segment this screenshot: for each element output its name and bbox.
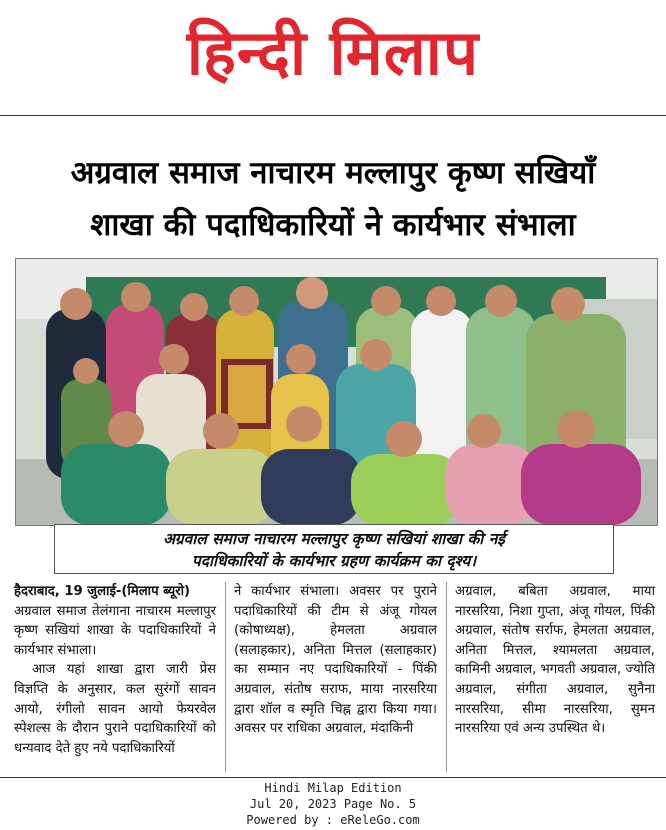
footer-powered-by: Powered by : eReleGo.com [246,813,420,827]
caption-line-2: पदाधिकारियों के कार्यभार ग्रहण कार्यक्रम का दृश्य। [191,552,477,570]
column-divider-2 [446,582,447,772]
article-column-3 [455,582,655,739]
caption-line-1: अग्रवाल समाज नाचारम मल्लापुर कृष्ण सखियां शाखा की नई [163,530,505,548]
headline-line-2: शाखा की पदाधिकारियों ने कार्यभार संभाला [90,207,576,243]
article-paragraph-2: आज यहां शाखा द्वारा जारी प्रेस विज्ञप्ति के अनुसार, कल सुरंगों सावन आयो, रंगीलो सावन आयो फेयरवेल स्पेशल्स के दौरान पुराने पदाधिकारियों को धन्यवाद देते हुए नये पदाधिकारियों [14,662,216,756]
group-photo-illustration [16,259,657,525]
masthead [0,0,666,112]
column-divider-1 [225,582,226,772]
article-paragraph-3: ने कार्यभार संभाला। अवसर पर पुराने पदाधिकारियों की टीम से अंजू गोयल (कोषाध्यक्ष), हेमलता अग्रवाल (सलाहकार), अनिता मित्तल (सलाहकार) का सम्मान नए पदाधिकारियों - पिंकी अग्रवाल, संतोष सराफ, माया नारसरिया द्वारा शॉल व स्मृति चिह्न द्वारा किया गया। अवसर पर राधिका अग्रवाल, मंदाकिनी [234,584,437,737]
masthead-title: हिन्दी मिलाप [186,16,480,89]
article-paragraph-1: अग्रवाल समाज तेलंगाना नाचारम मल्लापुर कृष्ण सखियां शाखा के पदाधिकारियों ने कार्यभार संभाला। [14,603,216,658]
article-column-2 [234,582,437,739]
top-divider [0,115,666,116]
article-paragraph-4: अग्रवाल, बबिता अग्रवाल, माया नारसरिया, निशा गुप्ता, अंजू गोयल, पिंकी अग्रवाल, संतोष सर्राफ, हेमलता अग्रवाल, अनिता मित्तल, श्यामलता अग्रवाल, कामिनी अग्रवाल, भगवती अग्रवाल, ज्योति अग्रवाल, संगीता अग्रवाल, सुनैना नारसरिया, सीमा नारसरिया, सुमन नारसरिया एवं अन्य उपस्थित थे। [455,584,655,737]
headline-line-1: अग्रवाल समाज नाचारम मल्लापुर कृष्ण सखियाँ [70,155,596,191]
bottom-divider [0,777,666,778]
footer-edition: Hindi Milap Edition [264,781,402,795]
photo-caption [54,524,614,574]
dateline: हैदराबाद, 19 जुलाई-(मिलाप ब्यूरो) [14,584,191,599]
group-photo [15,258,658,526]
article-column-1 [14,582,216,758]
footer-date-page: Jul 20, 2023 Page No. 5 [249,797,417,811]
